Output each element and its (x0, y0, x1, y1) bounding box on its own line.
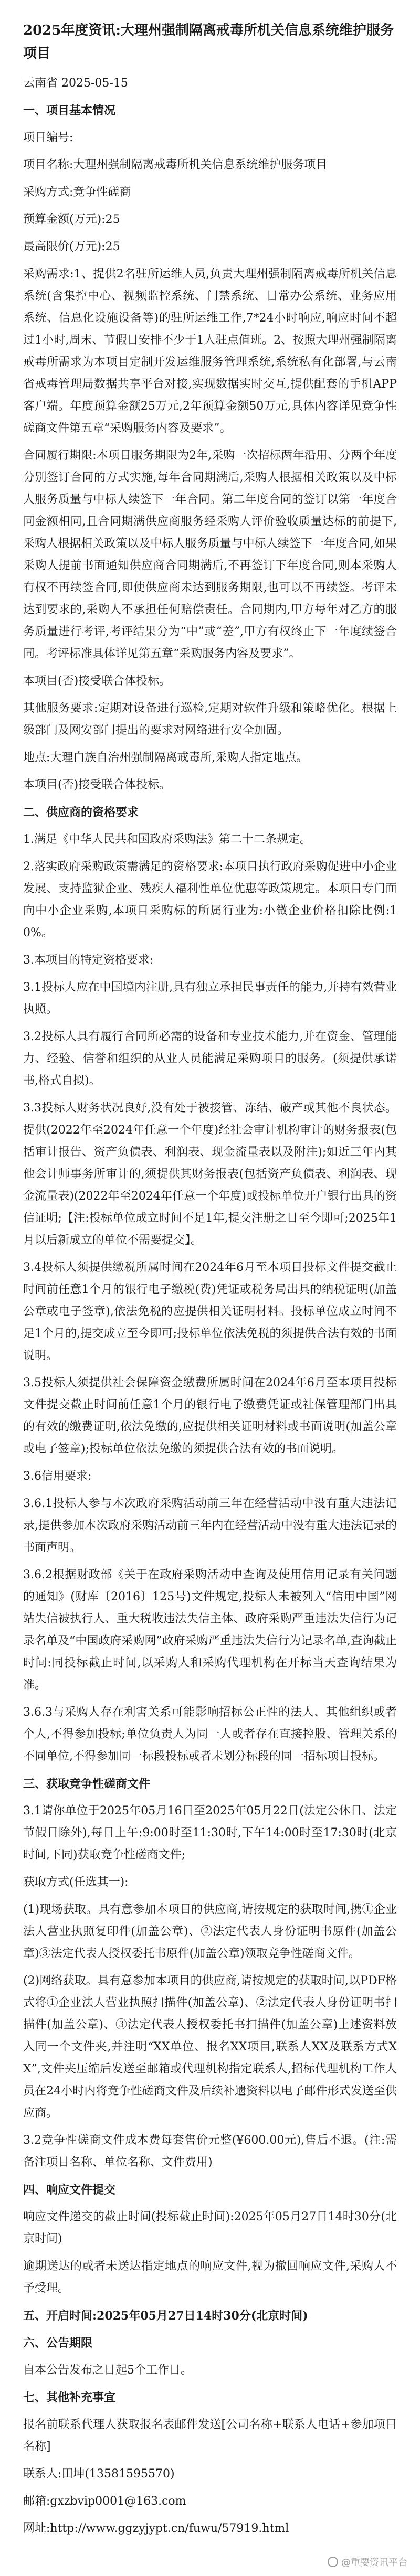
watermark-logo-icon (328, 2557, 338, 2567)
section-2-heading: 二、供应商的资格要求 (23, 806, 139, 819)
section-4-heading: 四、响应文件提交 (23, 2183, 116, 2197)
joint-bid-note: 本项目(否)接受联合体投标。 (23, 675, 171, 688)
qualification-3-4: 3.4投标人须提供缴税所属时间在2024年6月至本项目投标文件提交截止时间前任意1个月的银行电子缴税(费)凭证或税务局出具的纳税证明(加盖公章或电子签章),依法免税的应提供相关证明材料。投标单位成立时间不足1个月的,提交成立至今即可;投标单位依法免税的须提供合法有效的书面说明。 (23, 1261, 397, 1362)
announcement-period: 自本公告发布之日起5个工作日。 (23, 2364, 192, 2377)
section-7-heading: 七、其他补充事宜 (23, 2391, 116, 2404)
section-6-heading: 六、公告期限 (23, 2336, 93, 2350)
acquisition-methods-title: 获取方式(任选其一): (23, 1876, 129, 1889)
document-acquisition-time: 3.1请你单位于2025年05月16日至2025年05月22日(法定公休日、法定节假日除外),每日上午:9:00时至11:30时,下午14:00时至17:30时(北京时间,下同)获取竞争性磋商文件; (23, 1804, 397, 1862)
qualification-3-6-2: 3.6.2根据财政部《关于在政府采购活动中查询及使用信用记录有关问题的通知》(财库〔2016〕125号)文件规定,投标人未被列入“信用中国”网站失信被执行人、重大税收违法失信主体、政府采购严重违法失信行为记录名单及“中国政府采购网”政府采购严重违法失信行为记录名单,查询截止时间:同投标截止时间,以采购人和采购代理机构在开标当天查询结果为准。 (23, 1568, 397, 1692)
date-line: 云南省 2025-05-15 (23, 77, 128, 90)
section-5-heading: 五、开启时间:2025年05月27日14时30分(北京时间) (23, 2309, 308, 2323)
qualification-2: 2.落实政府采购政策需满足的资格要求:本项目执行政府采购促进中小企业发展、支持监狱企业、残疾人福利性单位优惠等政策规定。本项目专门面向中小企业采购,本项目采购标的所属行业为:小微企业价格扣除比例:10%。 (23, 860, 397, 939)
qualification-3-2: 3.2投标人具有履行合同所必需的设备和专业技术能力,并在资金、管理能力、经验、信誉和组织的从业人员能满足采购项目的服务。(须提供承诺书,格式自拟)。 (23, 1030, 397, 1087)
contract-period: 合同履行期限:本项目服务期限为2年,采购一次招标两年沿用、分两个年度分别签订合同的方式实施,每年合同期满后,采购人根据相关政策以及中标人服务质量与中标人续签下一年合同。第二年度合同的签订以第一年度合同金额相同,且合同期满供应商服务经采购人评价验收质量达标的前提下,采购人根据相关政策以及中标人服务质量与中标人续签下一年度合同,如果采购人提前书面通知供应商合同期满后,不再签订下年度合同,则本采购人有权不再续签合同,即使供应商未达到服务期限,也可以不再续签。考评未达到要求的,采购人不承担任何赔偿责任。合同期内,甲方每年对乙方的服务质量进行考评,考评结果分为“中”或“差”,甲方有权终止下一年度续签合同。考评标准具体详见第五章“采购服务内容及要求”。 (23, 449, 397, 660)
registration-note: 报名前联系代理人获取报名表邮件发送[公司名称+联系人电话+参加项目名称] (23, 2418, 397, 2453)
qualification-3-3: 3.3投标人财务状况良好,没有处于被接管、冻结、破产或其他不良状态。提供(2022年至2024年任意一个年度)经社会审计机构审计的财务报表(包括审计报告、资产负债表、利润表、现金流量表以及附注);如近三年内其他会计师事务所审计的,须提供其财务报表(包括资产负债表、利润表、现金流量表)(2022年至2024年任意一个年度)或投标单位开户银行出具的资信证明;【注:投标单位成立时间不足1年,提交注册之日至今即可;2025年1月以后新成立的单位不需要提交】。 (23, 1102, 397, 1247)
procurement-method: 采购方式:竞争性磋商 (23, 186, 131, 199)
contact-email-link[interactable]: 邮箱:gxzbvip0001@163.com (23, 2495, 186, 2508)
watermark-text: @重要资讯平台 (341, 2557, 407, 2568)
max-price: 最高限价(万元):25 (23, 240, 120, 253)
qualification-1: 1.满足《中华人民共和国政府采购法》第二十二条规定。 (23, 833, 311, 846)
budget-amount: 预算金额(万元):25 (23, 213, 120, 226)
late-submission-note: 逾期送达的或者未送达指定地点的响应文件,视为撤回响应文件,采购人不予受理。 (23, 2260, 397, 2295)
acquisition-method-online: (2)网络获取。具有意参加本项目的供应商,请按规定的获取时间,以PDF格式将①企业法人营业执照扫描件(加盖公章)、②法定代表人身份证明书扫描件(加盖公章)、③法定代表人授权委托书扫描件(加盖公章)上述资料放入同一个文件夹,并注明“XX单位、报名XX项目,联系人XX及联系方式XX”,文件夹压缩后发送至邮箱或代理机构指定联系人,招标代理机构工作人员在24小时内将竞争性磋商文件及后续补遗资料以电子邮件形式发送至供应商。 (23, 1974, 397, 2120)
qualification-3-1: 3.1投标人应在中国境内注册,具有独立承担民事责任的能力,并持有效营业执照。 (23, 981, 397, 1016)
acquisition-method-onsite: (1)现场获取。具有意参加本项目的供应商,请按规定的获取时间,携①企业法人营业执照复印件(加盖公章)、②法定代表人身份证明书原件(加盖公章)③法定代表人授权委托书原件(加盖公章)领取竞争性磋商文件。 (23, 1903, 397, 1960)
joint-bid-note-2: 本项目(否)接受联合体投标。 (23, 778, 171, 792)
qualification-3-6: 3.6信用要求: (23, 1470, 92, 1483)
project-name: 项目名称:大理州强制隔离戒毒所机关信息系统维护服务项目 (23, 158, 328, 172)
qualification-3-6-3: 3.6.3与采购人存在利害关系可能影响招标公正性的法人、其他组织或者个人,不得参加投标;单位负责人为同一人或者存在直接控股、管理关系的不同单位,不得参加同一标段投标或者未划分标段的同一招标项目投标。 (23, 1706, 397, 1763)
other-service-requirements: 其他服务要求:定期对设备进行巡检,定期对软件升级和策略优化。根据上级部门及网安部门提出的要求对网络进行安全加固。 (23, 702, 397, 737)
procurement-requirement: 采购需求:1、提供2名驻所运维人员,负责大理州强制隔离戒毒所机关信息系统(含集控中心、视频监控系统、门禁系统、日常办公系统、业务应用系统、信息化设施设备等)的驻所运维工作,7*24小时响应,响应时间不超过1小时,周末、节假日安排不少于1人驻点值班。2、按照大理州强制隔离戒毒所需求为本项目定制开发运维服务管理系统,系统私有化部署,与云南省戒毒管理局数据共享平台对接,实现数据实时交互,提供配套的手机APP客户端。年度预算金额25万元,2年预算金额50万元,具体内容详见竞争性磋商文件第五章“采购服务内容及要求”。 (23, 268, 397, 435)
project-number: 项目编号: (23, 131, 74, 144)
contact-person: 联系人:田坤(13581595570) (23, 2467, 175, 2481)
submission-deadline: 响应文件递交的截止时间(投标截止时间):2025年05月27日14时30分(北京时间) (23, 2210, 397, 2246)
doc-title: 2025年度资讯:大理州强制隔离戒毒所机关信息系统维护服务项目 (23, 23, 394, 61)
watermark (328, 2555, 407, 2569)
qualification-3-5: 3.5投标人须提供社会保障资金缴费所属时间在2024年6月至本项目投标文件提交截止时间前任意1个月的银行电子缴费凭证或社保管理部门出具的有效的缴费证明,依法免缴的,应提供相关证明材料或书面说明(加盖公章或电子签章);投标单位依法免缴的须提供合法有效的书面说明。 (23, 1376, 397, 1456)
service-location: 地点:大理白族自治州强制隔离戒毒所,采购人指定地点。 (23, 751, 308, 764)
document-fee: 3.2竞争性磋商文件成本费每套售价元整(¥600.00元),售后不退。(注:需备注项目名称、单位名称、文件费用) (23, 2134, 397, 2169)
section-3-heading: 三、获取竞争性磋商文件 (23, 1777, 151, 1791)
qualification-3: 3.本项目的特定资格要求: (23, 954, 154, 967)
website-link[interactable]: 网址:http://www.ggzyjypt.cn/fuwu/57919.html (23, 2522, 289, 2535)
section-1-heading: 一、项目基本情况 (23, 104, 116, 117)
qualification-3-6-1: 3.6.1投标人参与本次政府采购活动前三年在经营活动中没有重大违法记录,提供参加本次政府采购活动前三年内在经营活动中没有重大违法记录的书面声明。 (23, 1497, 397, 1554)
